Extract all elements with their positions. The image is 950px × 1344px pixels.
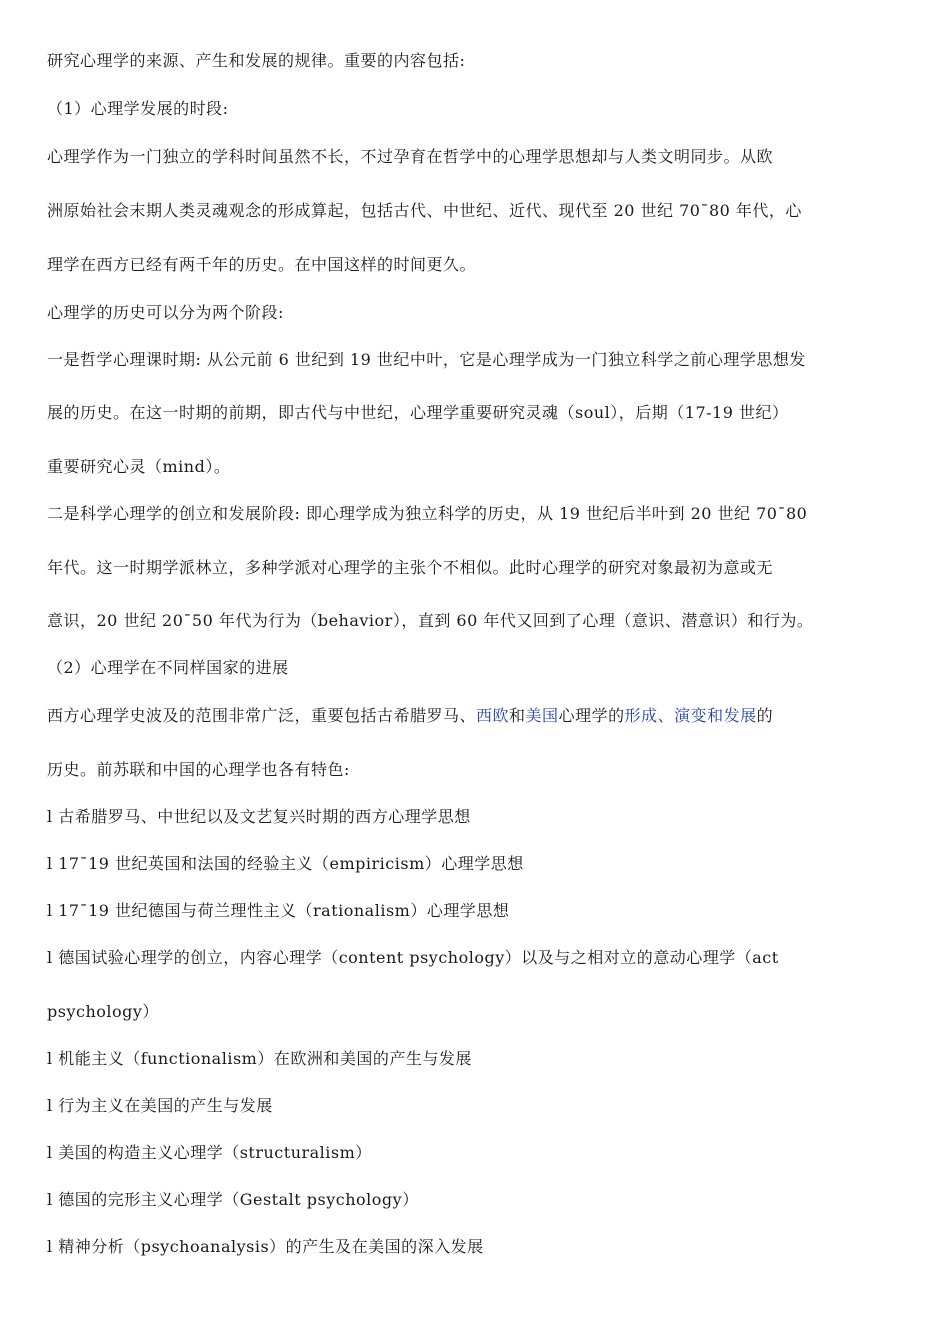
list-item-continuation: psychology） — [47, 1002, 159, 1021]
stage1-line: 重要研究心灵（mind）。 — [47, 457, 231, 476]
list-item: l 机能主义（functionalism）在欧洲和美国的产生与发展 — [47, 1049, 472, 1068]
paragraph-line: 理学在西方已经有两千年的历史。在中国这样的时间更久。 — [47, 255, 477, 274]
stage1-line: 展的历史。在这一时期的前期，即古代与中世纪，心理学重要研究灵魂（soul），后期（17-19 世纪） — [47, 403, 789, 422]
list-item: l 美国的构造主义心理学（structuralism） — [47, 1143, 372, 1162]
list-item: l 17¯19 世纪英国和法国的经验主义（empiricism）心理学思想 — [47, 854, 524, 873]
stage1-line: 一是哲学心理课时期: 从公元前 6 世纪到 19 世纪中叶，它是心理学成为一门独立科学之前心理学思想发 — [47, 350, 806, 369]
paragraph-line: 洲原始社会末期人类灵魂观念的形成算起，包括古代、中世纪、近代、现代至 20 世纪 70¯80 年代，心 — [47, 201, 802, 220]
text-run: 西方心理学史波及的范围非常广泛，重要包括古希腊罗马、 — [47, 706, 477, 725]
paragraph-line: 历史。前苏联和中国的心理学也各有特色: — [47, 760, 350, 779]
stage2-line: 年代。这一时期学派林立，多种学派对心理学的主张个不相似。此时心理学的研究对象最初为意或无 — [47, 558, 774, 577]
highlight-western-europe: 西欧 — [476, 706, 510, 725]
stage2-line: 二是科学心理学的创立和发展阶段: 即心理学成为独立科学的历史，从 19 世纪后半叶到 20 世纪 70¯80 — [47, 504, 808, 523]
list-item: l 精神分析（psychoanalysis）的产生及在美国的深入发展 — [47, 1237, 484, 1256]
intro-text: 研究心理学的来源、产生和发展的规律。重要的内容包括: — [47, 51, 466, 70]
paragraph-line — [47, 705, 773, 727]
list-item: l 17¯19 世纪德国与荷兰理性主义（rationalism）心理学思想 — [47, 901, 510, 920]
list-item: l 德国试验心理学的创立，内容心理学（content psychology）以及与之相对立的意动心理学（act — [47, 948, 779, 967]
stage2-line: 意识，20 世纪 20¯50 年代为行为（behavior），直到 60 年代又回到了心理（意识、潜意识）和行为。 — [47, 611, 814, 630]
highlight-usa: 美国 — [525, 706, 559, 725]
text-run: 的 — [756, 706, 774, 725]
stages-intro: 心理学的历史可以分为两个阶段: — [47, 303, 284, 322]
list-item: l 德国的完形主义心理学（Gestalt psychology） — [47, 1190, 419, 1209]
text-run: 心理学的 — [558, 706, 625, 725]
list-item: l 行为主义在美国的产生与发展 — [47, 1096, 273, 1115]
section-heading-2: （2）心理学在不同样国家的进展 — [47, 658, 289, 677]
paragraph-line: 心理学作为一门独立的学科时间虽然不长，不过孕育在哲学中的心理学思想却与人类文明同步。从欧 — [47, 147, 774, 166]
text-run: 和 — [509, 706, 526, 725]
section-heading-1: （1）心理学发展的时段: — [47, 99, 229, 118]
highlight-formation: 形成、演变和发展 — [624, 706, 757, 725]
list-item: l 古希腊罗马、中世纪以及文艺复兴时期的西方心理学思想 — [47, 807, 471, 826]
